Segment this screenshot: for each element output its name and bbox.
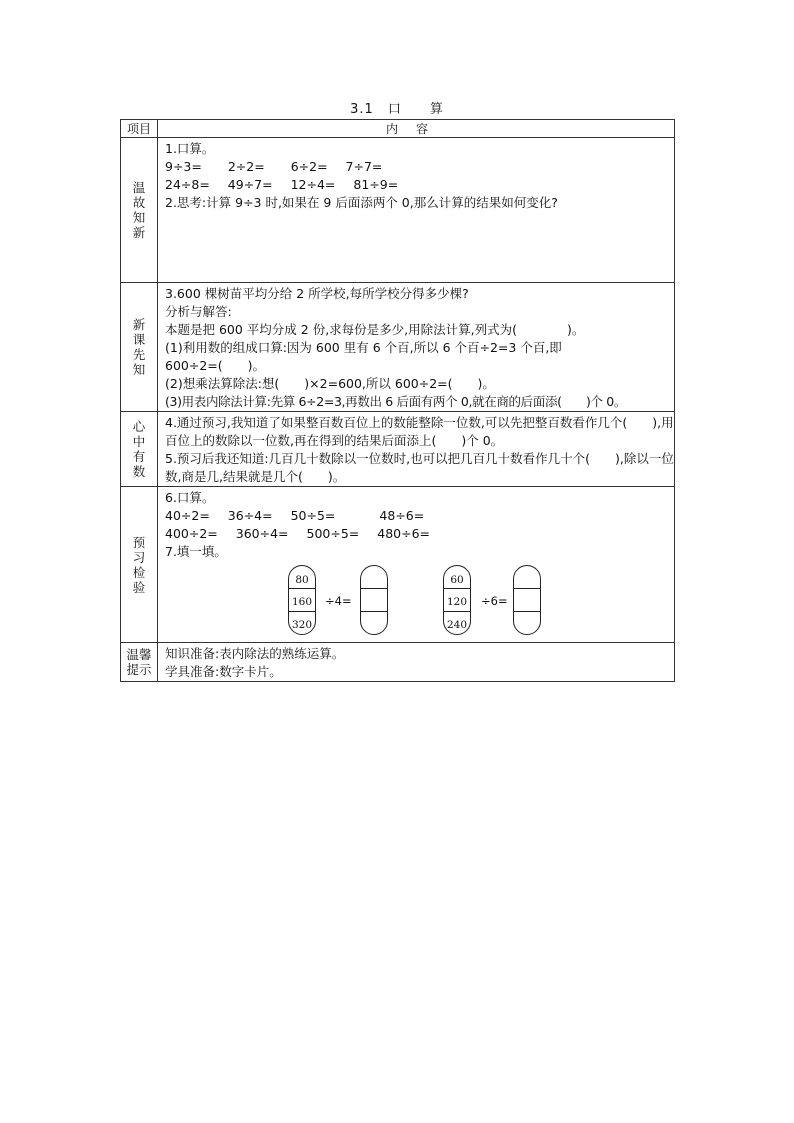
calc-item: 50÷5= — [290, 508, 336, 523]
question-1-title: 1.口算。 — [165, 141, 215, 156]
analysis-line: (3)用表内除法计算:先算 6÷2=3,再数出 6 后面有两个 0,就在商的后面添( )个 0。 — [165, 394, 627, 409]
question-6-row-2 — [165, 525, 674, 543]
analysis-line: 本题是把 600 平均分成 2 份,求每份是多少,用除法计算,列式为( )。 — [165, 322, 585, 337]
section-label-review: 温故知新 — [132, 180, 146, 240]
pill-value: 320 — [291, 619, 313, 631]
pill-values-b — [443, 565, 471, 635]
calc-item: 48÷6= — [379, 508, 425, 523]
pill-answers-a[interactable] — [360, 565, 388, 635]
calc-item: 2÷2= — [227, 159, 265, 174]
calc-item: 400÷2= — [165, 526, 218, 541]
calc-item: 36÷4= — [227, 508, 273, 523]
analysis-line: (2)想乘法算除法:想( )×2=600,所以 600÷2=( )。 — [165, 376, 495, 391]
calc-item: 500÷5= — [306, 526, 360, 541]
calc-item: 40÷2= — [165, 508, 210, 523]
pill-values-a — [288, 565, 316, 635]
question-2: 2.思考:计算 9÷3 时,如果在 9 后面添两个 0,那么计算的结果如何变化? — [165, 195, 558, 210]
header-item-label: 项目 — [121, 120, 158, 138]
question-6-title: 6.口算。 — [165, 490, 215, 505]
tip-knowledge: 知识准备:表内除法的熟练运算。 — [165, 646, 345, 661]
pill-value: 60 — [450, 574, 464, 586]
question-4: 4.通过预习,我知道了如果整百数百位上的数能整除一位数,可以先把整百数看作几个( ),用百位上的数除以一位数,再在得到的结果后面添上( )个 0。 — [165, 415, 674, 448]
calc-item: 49÷7= — [227, 177, 273, 192]
section-takeaway-row — [121, 412, 675, 487]
calc-item: 81÷9= — [353, 177, 399, 192]
calc-item: 480÷6= — [377, 526, 431, 541]
header-content-label: 内容 — [158, 120, 675, 138]
pill-answers-b[interactable] — [513, 565, 541, 635]
question-6-row-1 — [165, 507, 674, 525]
question-5: 5.预习后我还知道:几百几十数除以一位数时,也可以把几百几十数看作几十个( ),除以一位数,商是几,结果就是几个( )。 — [165, 451, 674, 484]
section-label-tips: 温馨提示 — [126, 647, 152, 677]
pill-value: 120 — [446, 596, 468, 608]
analysis-line: 600÷2=( )。 — [165, 358, 266, 373]
fill-in-figures — [165, 565, 674, 641]
pill-value: 160 — [291, 596, 313, 608]
section-tips-row — [121, 643, 675, 682]
question-1-row-2 — [165, 176, 674, 194]
section-preview-check-content — [158, 487, 675, 643]
question-3: 3.600 棵树苗平均分给 2 所学校,每所学校分得多少棵? — [165, 286, 469, 301]
section-label-preview-check: 预习检验 — [132, 534, 146, 595]
calc-item: 6÷2= — [290, 159, 328, 174]
section-preview-check-row — [121, 487, 675, 643]
worksheet-table — [120, 119, 675, 682]
question-7-title: 7.填一填。 — [165, 544, 227, 559]
tip-tools: 学具准备:数字卡片。 — [165, 664, 282, 679]
operator-a: ÷4= — [325, 594, 352, 608]
calc-item: 12÷4= — [290, 177, 336, 192]
section-review-content — [158, 138, 675, 283]
pill-value: 240 — [446, 619, 468, 631]
operator-b: ÷6= — [481, 594, 508, 608]
section-label-takeaway: 心中有数 — [132, 419, 146, 479]
question-1-row-1 — [165, 158, 674, 176]
section-tips-content — [158, 643, 675, 682]
section-review-row — [121, 138, 675, 283]
page-title: 3.1 口 算 — [350, 102, 444, 117]
section-label-new-lesson: 新课先知 — [132, 317, 146, 377]
analysis-line: (1)利用数的组成口算:因为 600 里有 6 个百,所以 6 个百÷2=3 个百,即 — [165, 340, 562, 355]
pill-value: 80 — [295, 574, 309, 586]
calc-item: 24÷8= — [165, 177, 210, 192]
section-new-lesson-content — [158, 283, 675, 412]
calc-item: 9÷3= — [165, 159, 202, 174]
section-new-lesson-row — [121, 283, 675, 412]
section-takeaway-content — [158, 412, 675, 487]
calc-item: 7÷7= — [345, 159, 383, 174]
analysis-heading: 分析与解答: — [165, 304, 232, 319]
table-header-row — [121, 120, 675, 138]
calc-item: 360÷4= — [235, 526, 289, 541]
